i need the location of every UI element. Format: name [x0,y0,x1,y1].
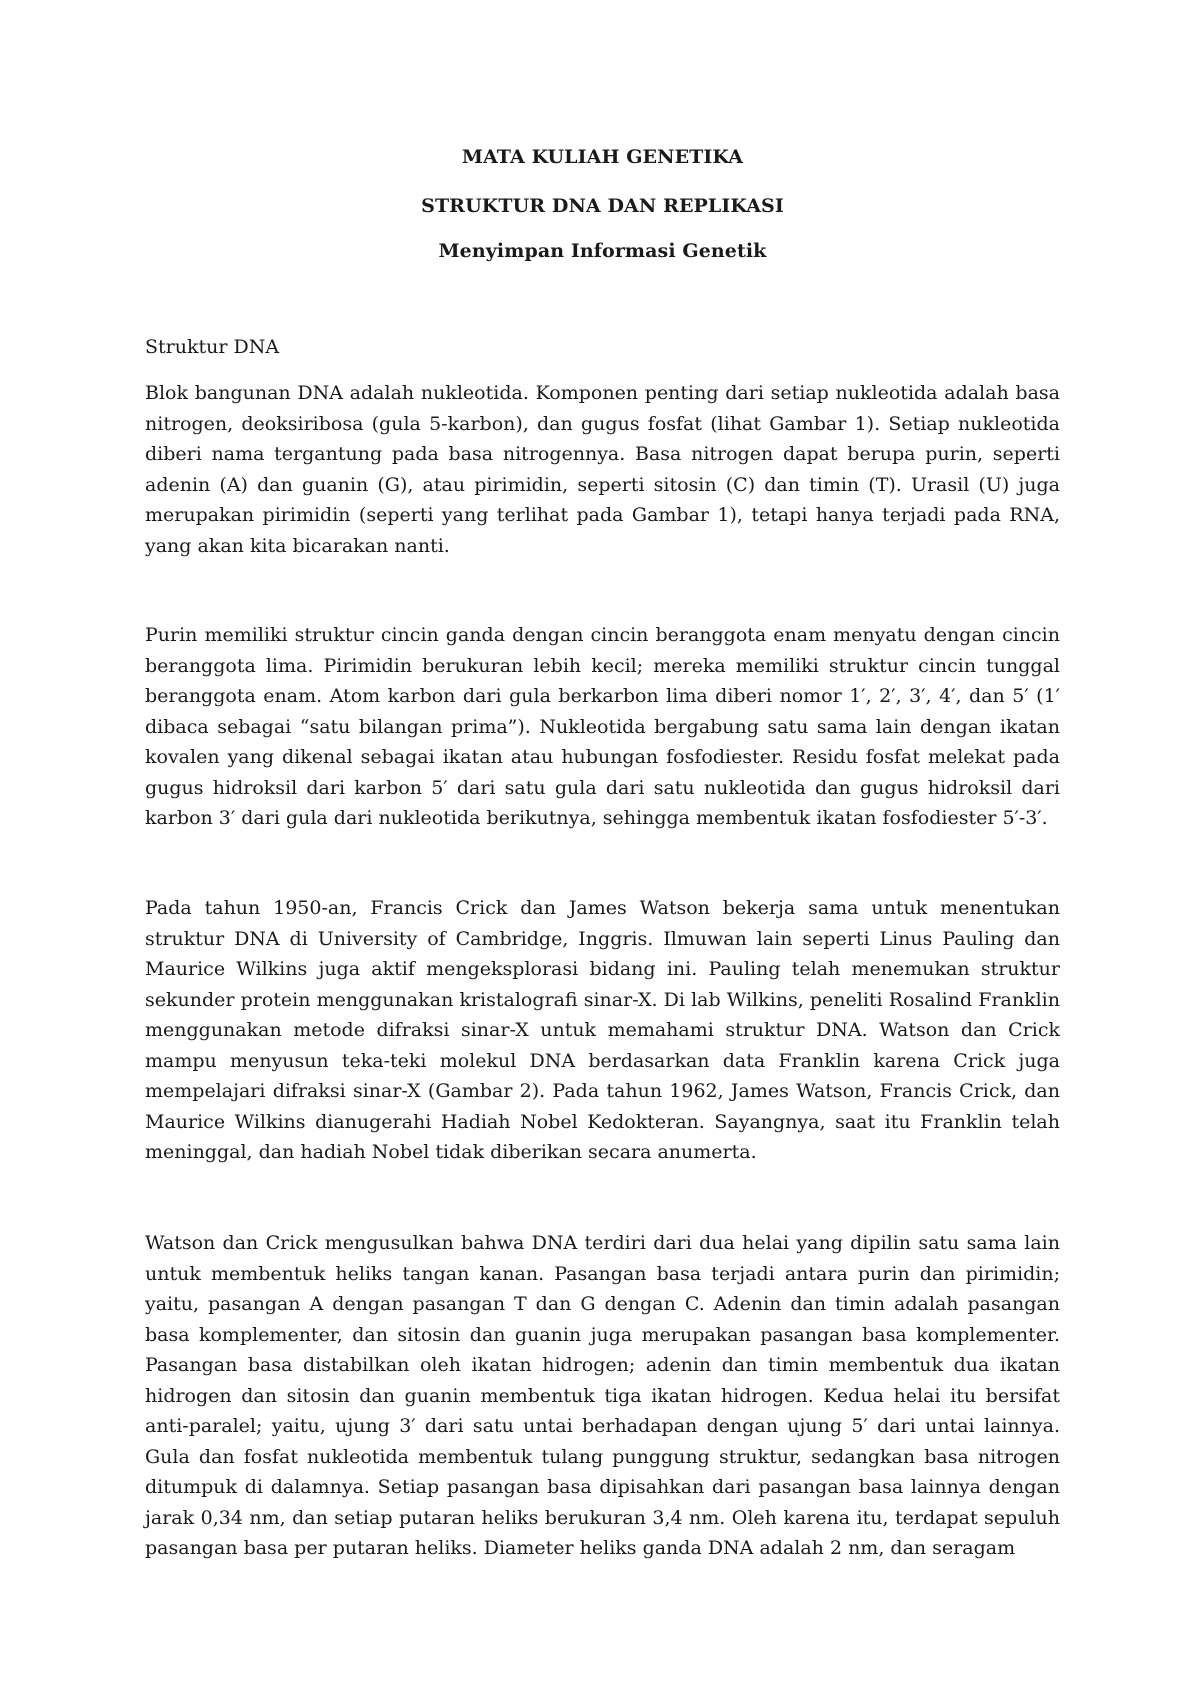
paragraph-double-helix: Watson dan Crick mengusulkan bahwa DNA terdiri dari dua helai yang dipilin satu sama lain untuk membentuk heliks tangan kanan. Pasangan basa terjadi antara purin dan pirimidin; yaitu, pasangan A dengan pasangan T dan G dengan C. Adenin dan timin adalah pasangan basa komplementer, dan sitosin dan guanin juga merupakan pasangan basa komplementer. Pasangan basa distabilkan oleh ikatan hidrogen; adenin dan timin membentuk dua ikatan hidrogen dan sitosin dan guanin membentuk tiga ikatan hidrogen. Kedua helai itu bersifat anti-paralel; yaitu, ujung 3′ dari satu untai berhadapan dengan ujung 5′ dari untai lainnya. Gula dan fosfat nukleotida membentuk tulang punggung struktur, sedangkan basa nitrogen ditumpuk di dalamnya. Setiap pasangan basa dipisahkan dari pasangan basa lainnya dengan jarak 0,34 nm, dan setiap putaran heliks berukuran 3,4 nm. Oleh karena itu, terdapat sepuluh pasangan basa per putaran heliks. Diameter heliks ganda DNA adalah 2 nm, dan seragam [145,1232,1060,1559]
course-title: MATA KULIAH GENETIKA [461,146,744,168]
section-heading: Struktur DNA [145,336,280,358]
paragraph-nucleotide: Blok bangunan DNA adalah nukleotida. Komponen penting dari setiap nukleotida adalah basa nitrogen, deoksiribosa (gula 5-karbon), dan gugus fosfat (lihat Gambar 1). Setiap nukleotida diberi nama tergantung pada basa nitrogennya. Basa nitrogen dapat berupa purin, seperti adenin (A) dan guanin (G), atau pirimidin, seperti sitosin (C) dan timin (T). Urasil (U) juga merupakan pirimidin (seperti yang terlihat pada Gambar 1), tetapi hanya terjadi pada RNA, yang akan kita bicarakan nanti. [145,382,1060,557]
paragraph-history: Pada tahun 1950-an, Francis Crick dan James Watson bekerja sama untuk menentukan struktur DNA di University of Cambridge, Inggris. Ilmuwan lain seperti Linus Pauling dan Maurice Wilkins juga aktif mengeksplorasi bidang ini. Pauling telah menemukan struktur sekunder protein menggunakan kristalografi sinar-X. Di lab Wilkins, peneliti Rosalind Franklin menggunakan metode difraksi sinar-X untuk memahami struktur DNA. Watson dan Crick mampu menyusun teka-teki molekul DNA berdasarkan data Franklin karena Crick juga mempelajari difraksi sinar-X (Gambar 2). Pada tahun 1962, James Watson, Francis Crick, dan Maurice Wilkins dianugerahi Hadiah Nobel Kedokteran. Sayangnya, saat itu Franklin telah meninggal, dan hadiah Nobel tidak diberikan secara anumerta. [145,897,1060,1163]
paragraph-purine-pyrimidine: Purin memiliki struktur cincin ganda dengan cincin beranggota enam menyatu dengan cincin beranggota lima. Pirimidin berukuran lebih kecil; mereka memiliki struktur cincin tunggal beranggota enam. Atom karbon dari gula berkarbon lima diberi nomor 1′, 2′, 3′, 4′, dan 5′ (1′ dibaca sebagai “satu bilangan prima”). Nukleotida bergabung satu sama lain dengan ikatan kovalen yang dikenal sebagai ikatan atau hubungan fosfodiester. Residu fosfat melekat pada gugus hidroksil dari karbon 5′ dari satu gula dari satu nukleotida dan gugus hidroksil dari karbon 3′ dari gula dari nukleotida berikutnya, sehingga membentuk ikatan fosfodiester 5′-3′. [145,624,1060,829]
chapter-subtitle: Menyimpan Informasi Genetik [438,240,767,262]
chapter-title: STRUKTUR DNA DAN REPLIKASI [421,195,784,217]
